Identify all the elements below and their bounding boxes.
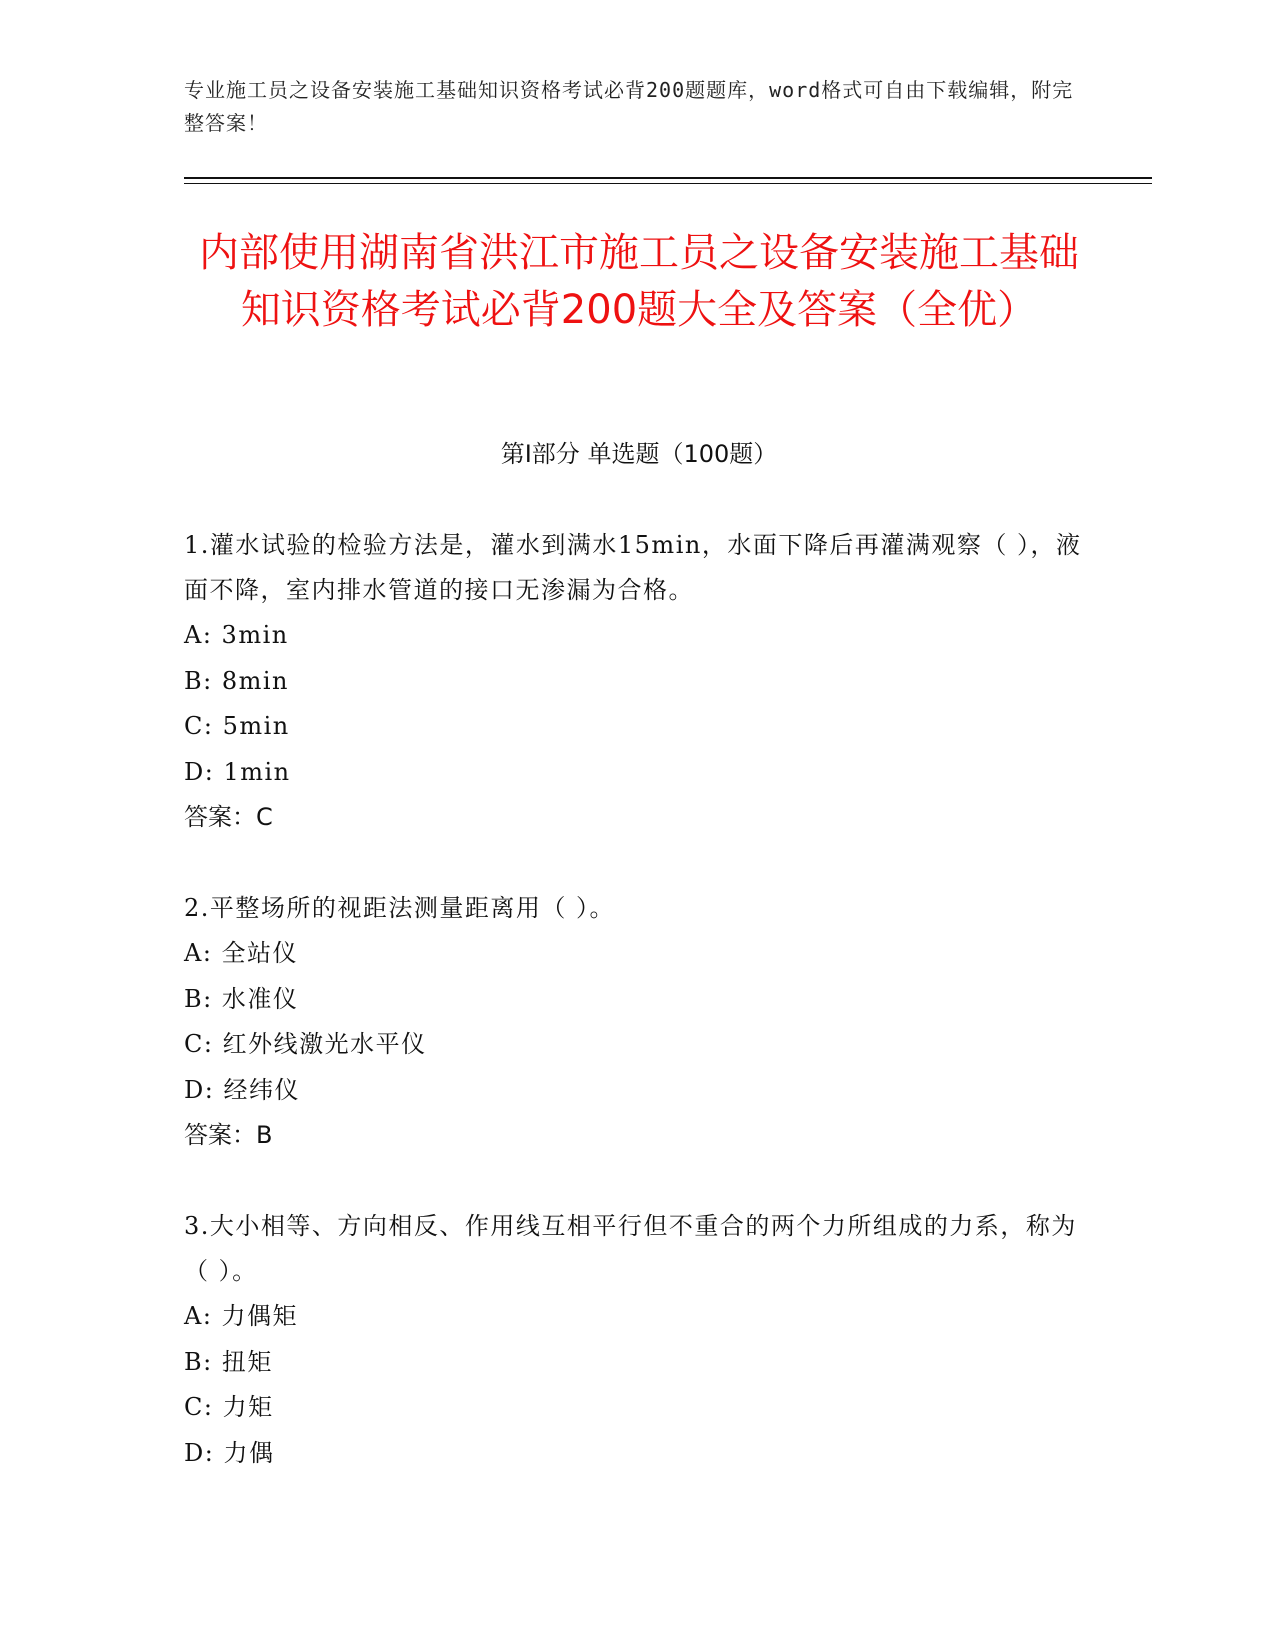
header-note: 专业施工员之设备安装施工基础知识资格考试必背200题题库，word格式可自由下载编辑，附完整答案！: [184, 78, 1074, 135]
answer-line: 答案：B: [184, 1121, 273, 1149]
option-a: A: 全站仪: [184, 939, 299, 967]
option-c: C: 力矩: [184, 1393, 274, 1421]
option-c: C: 5min: [184, 712, 290, 740]
option-d: D: 经纬仪: [184, 1075, 300, 1104]
option-b: B: 扭矩: [184, 1347, 273, 1376]
question-list: [184, 523, 1084, 1522]
header-divider-thick: [184, 177, 1152, 179]
answer-line: 答案：C: [184, 803, 273, 831]
question-text: 2.平整场所的视距法测量距离用（ ）。: [184, 894, 616, 922]
question-text: 3.大小相等、方向相反、作用线互相平行但不重合的两个力所组成的力系，称为（ ）。: [184, 1212, 1077, 1285]
section-title: 第I部分 单选题（100题）: [500, 440, 778, 468]
question-text: 1.灌水试验的检验方法是，灌水到满水15min，水面下降后再灌满观察（ ），液面不降，室内排水管道的接口无渗漏为合格。: [184, 531, 1082, 604]
header-divider-thin: [184, 183, 1152, 184]
option-c: C: 红外线激光水平仪: [184, 1030, 427, 1058]
option-b: B: 8min: [184, 666, 290, 695]
option-d: D: 1min: [184, 757, 291, 786]
document-title: 内部使用湖南省洪江市施工员之设备安装施工基础知识资格考试必背200题大全及答案（全优）: [199, 230, 1079, 333]
question-2: [184, 886, 1084, 1158]
question-1: [184, 523, 1084, 840]
question-3: [184, 1204, 1084, 1476]
option-a: A: 力偶矩: [184, 1302, 299, 1330]
option-a: A: 3min: [184, 621, 289, 649]
option-d: D: 力偶: [184, 1438, 275, 1467]
option-b: B: 水准仪: [184, 984, 299, 1013]
